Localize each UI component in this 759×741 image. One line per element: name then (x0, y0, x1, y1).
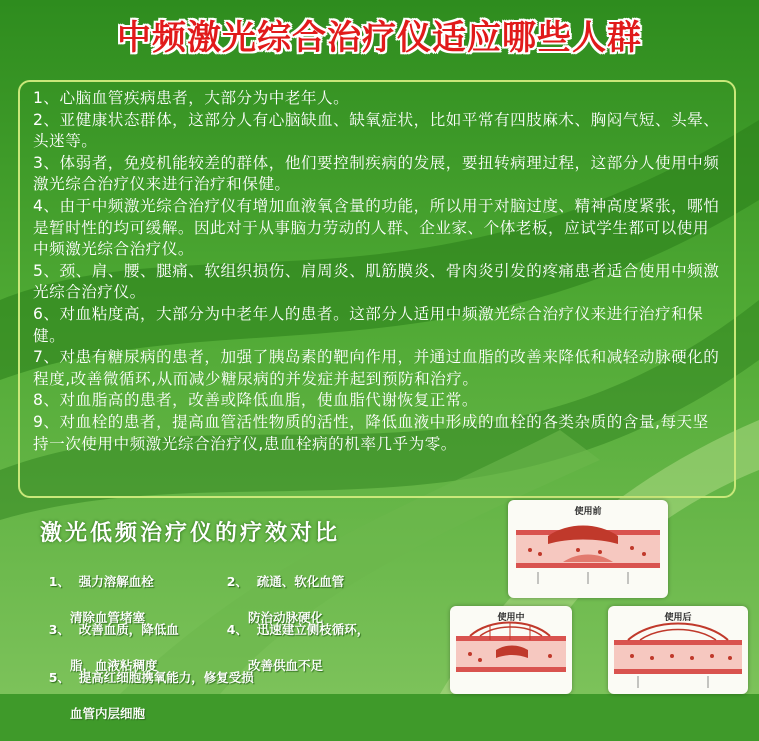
effect-item: 2、 疏通、软化血管 防治动脉硬化 (226, 574, 345, 625)
section-subtitle: 激光低频治疗仪的疗效对比 (40, 521, 341, 546)
vessel-diagram-after (608, 606, 748, 694)
diagram-caption: 使用前 (574, 507, 602, 517)
list-item: 6、对血粘度高，大部分为中老年人的患者。这部分人适用中频激光综合治疗仪来进行治疗和保健。 (33, 304, 704, 345)
list-item: 3、体弱者，免疫机能较差的群体，他们要控制疾病的发展，要扭转病理过程，这部分人使用中频激光综合治疗仪来进行治疗和保健。 (33, 153, 720, 194)
effect-item: 3、 改善血质，降低血 脂，血液粘稠度 (48, 622, 179, 673)
vessel-diagram-before (508, 500, 668, 598)
list-item: 1、心脑血管疾病患者，大部分为中老年人。 (33, 89, 350, 107)
list-item: 9、对血栓的患者，提高血管活性物质的活性，降低血液中形成的血栓的各类杂质的含量,每天坚持一次使用中频激光综合治疗仪,患血栓病的机率几乎为零。 (33, 412, 709, 453)
vessel-diagram-during (450, 606, 572, 694)
list-item: 4、由于中频激光综合治疗仪有增加血液氧含量的功能，所以用于对脑过度、精神高度紧张，哪怕是暂时性的均可缓解。因此对于从事脑力劳动的人群、企业家、个体老板，应试学生都可以使用中频激光综合治疗仪。 (33, 196, 720, 259)
diagram-caption: 使用后 (664, 613, 692, 623)
effect-item: 4、 迅速建立侧枝循环， 改善供血不足 (226, 622, 370, 673)
effect-item: 5、 提高红细胞携氧能力，修复受损 血管内层细胞 (48, 670, 254, 721)
diagram-caption: 使用中 (497, 613, 525, 623)
page-title: 中频激光综合治疗仪适应哪些人群 (117, 18, 642, 58)
list-item: 8、对血脂高的患者，改善或降低血脂，使血脂代谢恢复正常。 (33, 391, 478, 410)
effect-item: 1、 强力溶解血栓 清除血管堵塞 (48, 574, 154, 625)
indication-list (33, 88, 723, 455)
list-item: 2、亚健康状态群体，这部分人有心脑缺血、缺氧症状，比如平常有四肢麻木、胸闷气短、头晕、头迷等。 (33, 110, 720, 151)
list-item: 5、颈、肩、腰、腿痛、软组织损伤、肩周炎、肌筋膜炎、骨肉炎引发的疼痛患者适合使用中频激光综合治疗仪。 (33, 261, 720, 302)
list-item: 7、对患有糖尿病的患者，加强了胰岛素的靶向作用，并通过血脂的改善来降低和减轻动脉硬化的程度,改善微循环,从而减少糖尿病的并发症并起到预防和治疗。 (33, 348, 720, 388)
